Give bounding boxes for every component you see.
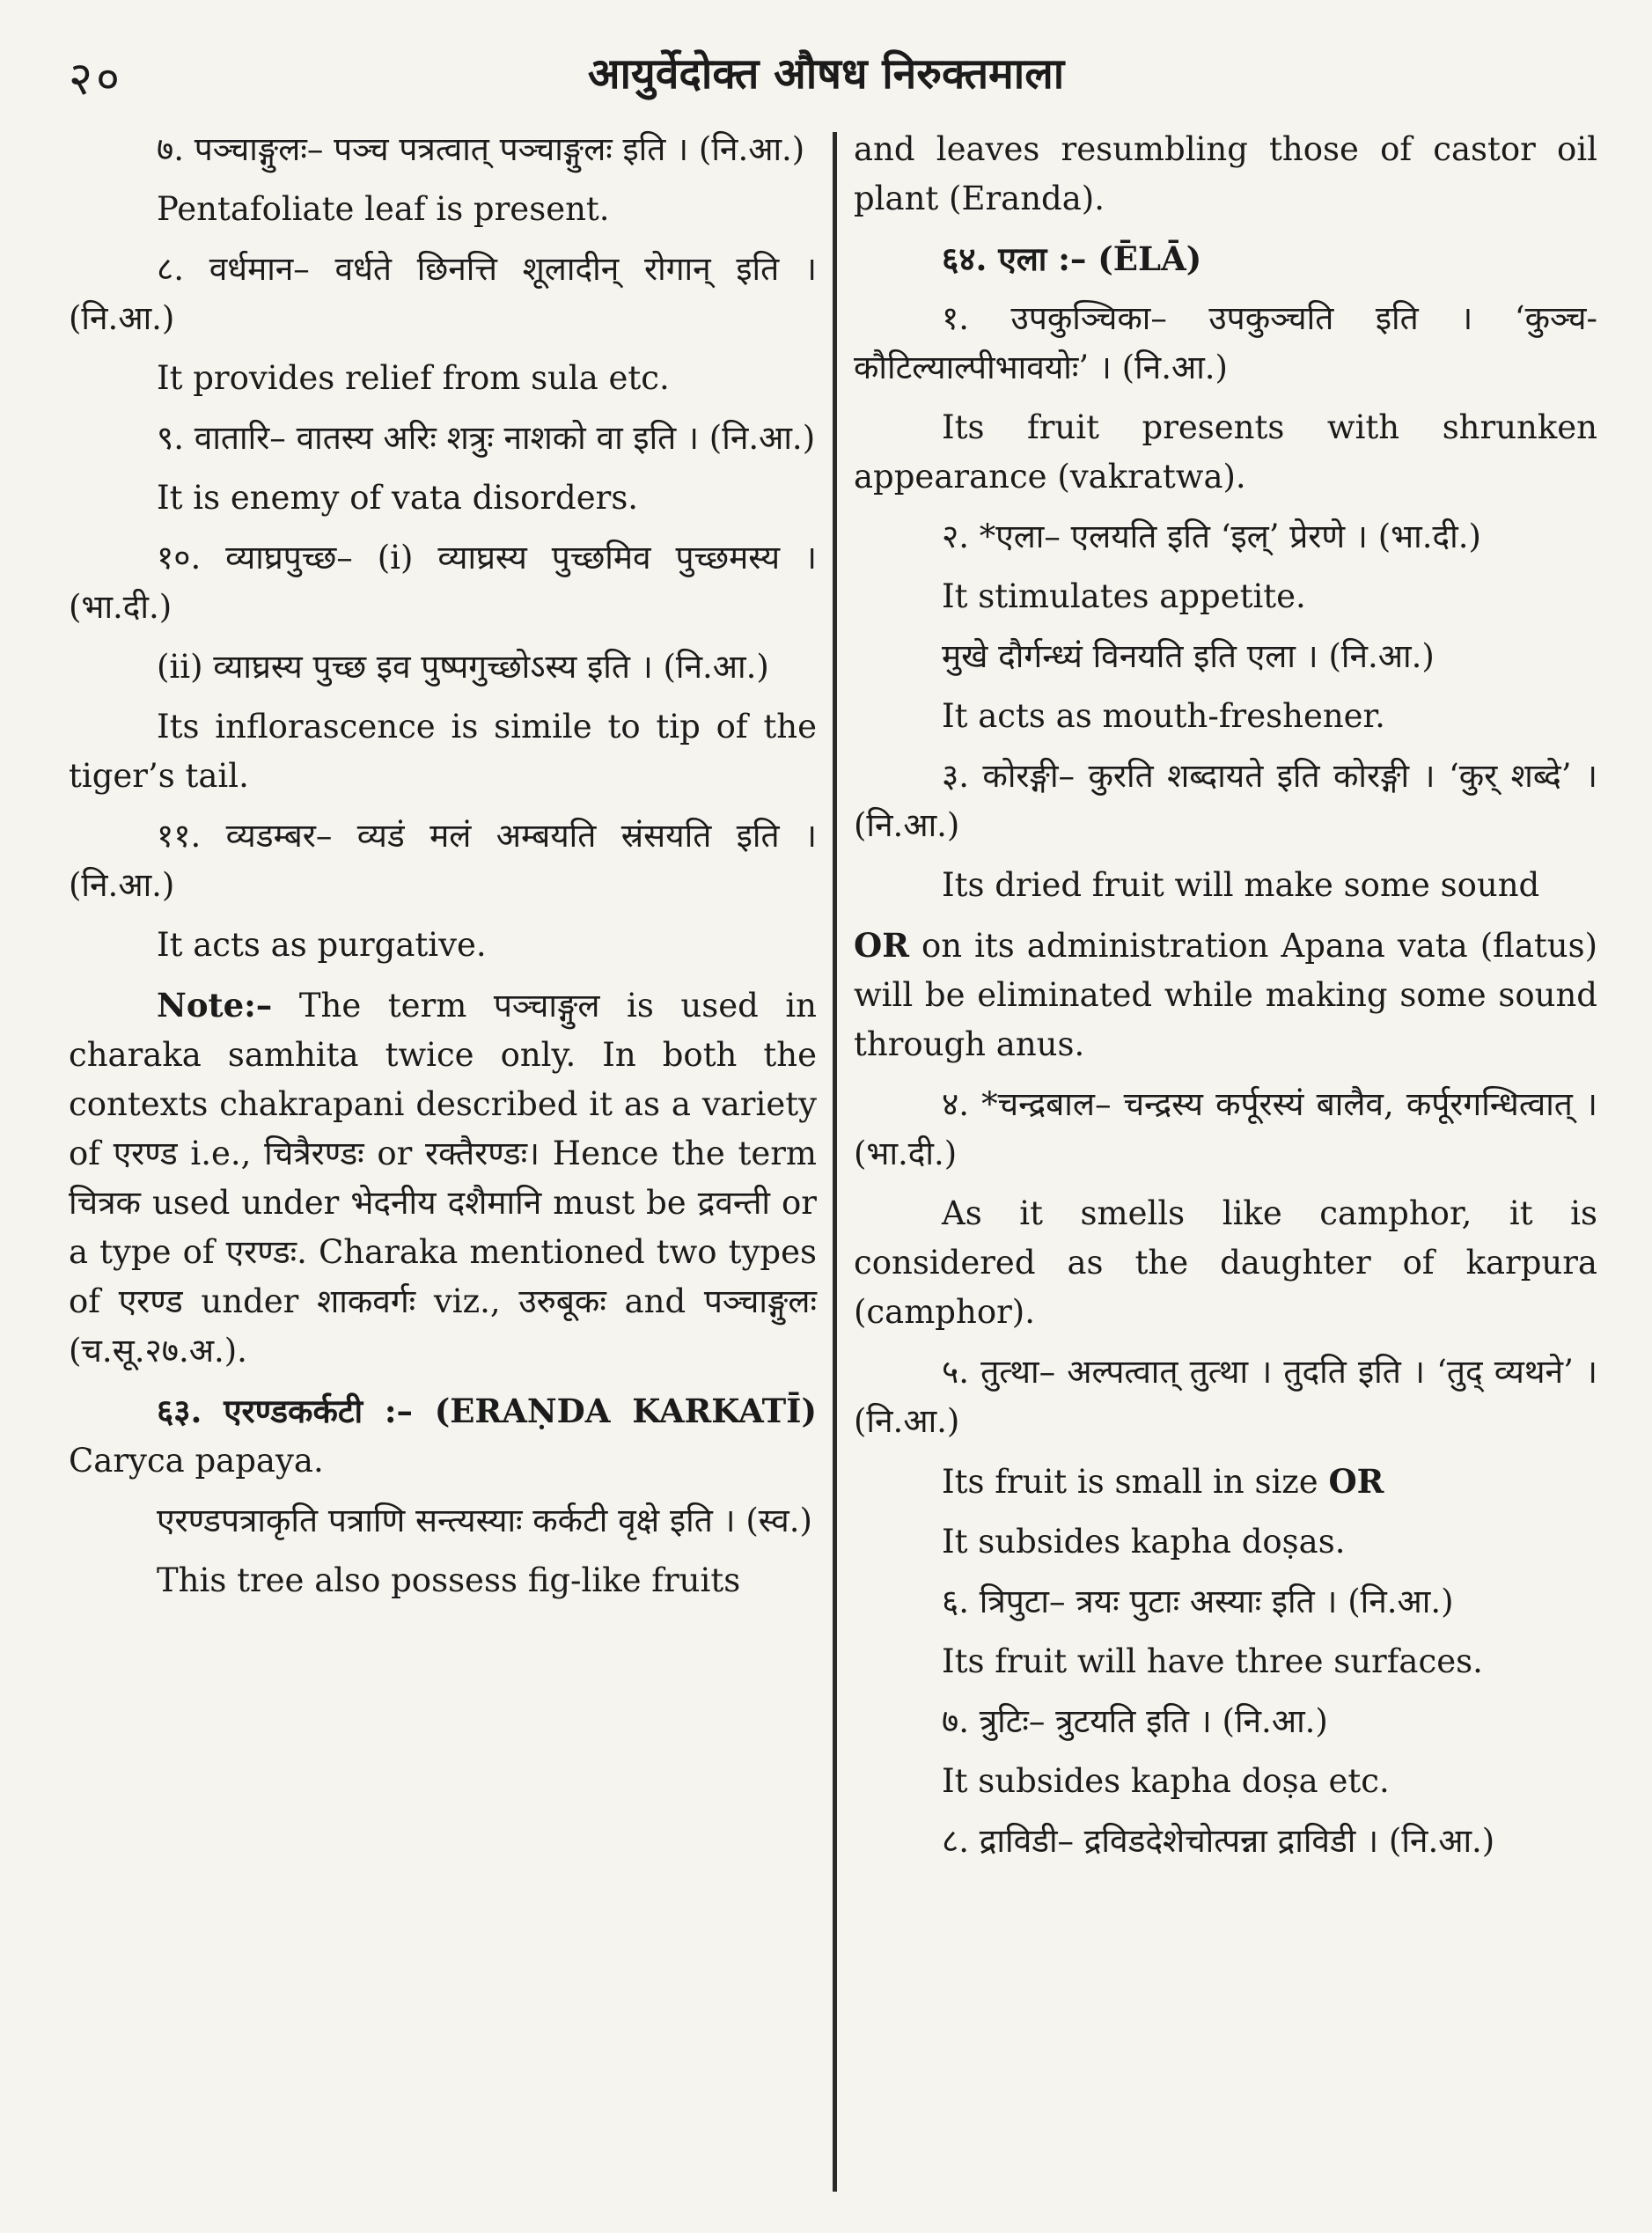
entry-english-text: on its administration Apana vata (flatus) will be eliminated while making some sound through anus. — [854, 927, 1598, 1063]
entry-sanskrit: ७. पञ्चाङ्गुलः– पञ्च पत्रत्वात् पञ्चाङ्गुलः इति । (नि.आ.) — [157, 130, 805, 168]
entry-sanskrit: १०. व्याघ्रपुच्छ– (i) व्याघ्रस्य पुच्छमिव पुच्छमस्य । (भा.दी.) — [69, 539, 817, 626]
entry-sanskrit: एरण्डपत्राकृति पत्राणि सन्त्यस्याः कर्कटी वृक्षे इति । (स्व.) — [157, 1502, 812, 1539]
note-label: Note:– — [157, 986, 273, 1025]
entry-sanskrit: ५. तुत्था– अल्पत्वात् तुत्था । तुदति इति । ‘तुद् व्यथने’ । (नि.आ.) — [854, 1353, 1597, 1440]
or-label: OR — [1328, 1462, 1384, 1501]
entry-sanskrit: ३. कोरङ्गी– कुरति शब्दायते इति कोरङ्गी । ‘कुर् शब्दे’ । (नि.आ.) — [854, 757, 1597, 844]
entry-english-or — [854, 1457, 1597, 1507]
note-paragraph — [69, 981, 817, 1376]
entry-sanskrit: ६. त्रिपुटा– त्रयः पुटाः अस्याः इति । (नि.आ.) — [942, 1583, 1454, 1620]
entry-english-text: Its fruit is small in size — [942, 1463, 1318, 1501]
entry-sanskrit: मुखे दौर्गन्ध्यं विनयति इति एला । (नि.आ.) — [942, 637, 1435, 675]
entry-sanskrit: १. उपकुञ्चिका– उपकुञ्चति इति । ‘कुञ्च-कौटिल्याल्पीभावयोः’ । (नि.आ.) — [854, 299, 1597, 386]
entry-english-continued: and leaves resumbling those of castor oil plant (Eranda). — [854, 130, 1597, 217]
or-label: OR — [854, 926, 909, 965]
entry-english: It stimulates appetite. — [942, 577, 1306, 615]
entry-english: Its fruit presents with shrunken appearance (vakratwa). — [854, 408, 1597, 496]
column-divider — [833, 132, 837, 2192]
section-heading-64: ६४. एला :– (ĒLĀ) — [942, 239, 1202, 278]
left-column — [69, 125, 817, 1616]
entry-english: It acts as purgative. — [157, 926, 487, 964]
entry-english: This tree also possess fig-like fruits — [157, 1561, 741, 1599]
section-heading-63 — [69, 1386, 817, 1486]
entry-english: It is enemy of vata disorders. — [157, 479, 639, 517]
entry-sanskrit: ८. वर्धमान– वर्धते छिनत्ति शूलादीन् रोगान् इति । (नि.आ.) — [69, 250, 817, 337]
entry-sanskrit: ११. व्यडम्बर– व्यडं मलं अम्बयति स्रंसयति इति । (नि.आ.) — [69, 817, 817, 904]
entry-sanskrit: ९. वातारि– वातस्य अरिः शत्रुः नाशको वा इति । (नि.आ.) — [157, 419, 816, 457]
entry-english-or — [854, 921, 1597, 1069]
entry-english: It subsides kapha doṣas. — [942, 1523, 1346, 1561]
note-text: The term पञ्चाङ्गुल is used in charaka samhita twice only. In both the contexts chakrapani described it as a variety of एरण्ड i.e., चित्रैरण्डः or रक्तैरण्डः। Hence the term चित्रक used under भेदनीय दशैमानि must be द्रवन्ती or a type of एरण्डः. Charaka mentioned two types of एरण्ड under शाकवर्गः viz., उरुबूकः and पञ्चाङ्गुलः (च.सू.२७.अ.). — [69, 987, 817, 1370]
entry-english: Its dried fruit will make some sound — [942, 866, 1540, 904]
entry-english: Its fruit will have three surfaces. — [942, 1642, 1483, 1680]
entry-english: It subsides kapha doṣa etc. — [942, 1762, 1390, 1800]
entry-english: Pentafoliate leaf is present. — [157, 190, 610, 228]
entry-sanskrit: ४. *चन्द्रबाल– चन्द्रस्य कर्पूरस्यं बालैव, कर्पूरगन्धित्वात् । (भा.दी.) — [854, 1085, 1597, 1172]
page-number: २० — [69, 53, 124, 106]
page-header — [0, 0, 1652, 132]
section-heading-tail: Caryca papaya. — [69, 1442, 324, 1480]
running-title: आयुर्वेदोक्त औषध निरुक्तमाला — [587, 49, 1065, 99]
entry-sanskrit: (ii) व्याघ्रस्य पुच्छ इव पुष्पगुच्छोऽस्य इति । (नि.आ.) — [157, 648, 769, 686]
entry-english: It provides relief from sula etc. — [157, 359, 670, 397]
entry-sanskrit: ७. त्रुटिः– त्रुटयति इति । (नि.आ.) — [942, 1702, 1328, 1740]
entry-english: Its inflorascence is simile to tip of the tiger’s tail. — [69, 708, 817, 795]
entry-english: As it smells like camphor, it is considered as the daughter of karpura (camphor). — [854, 1194, 1597, 1331]
section-heading-text: ६३. एरण्डकर्कटी :– (ERAṆDA KARKATĪ) — [157, 1392, 817, 1430]
entry-sanskrit: ८. द्राविडी– द्रविडदेशेचोत्पन्ना द्राविडी । (नि.आ.) — [942, 1822, 1495, 1860]
right-column — [854, 125, 1597, 1877]
entry-sanskrit: २. *एला– एलयति इति ‘इल्’ प्रेरणे । (भा.दी.) — [942, 518, 1481, 555]
entry-english: It acts as mouth-freshener. — [942, 697, 1385, 735]
